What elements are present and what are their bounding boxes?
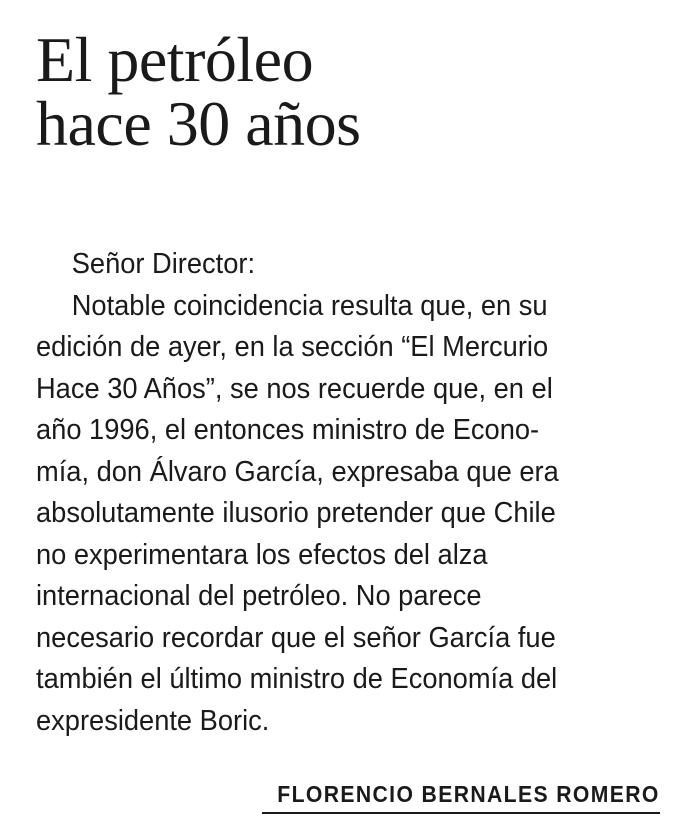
body-line: también el último ministro de Economía del bbox=[36, 663, 558, 695]
signature-underline bbox=[262, 812, 660, 814]
body-line: Hace 30 Años”, se nos recuerde que, en el bbox=[36, 372, 553, 405]
body-line: expresidente Boric. bbox=[36, 704, 270, 737]
headline-line-1: El petróleo bbox=[36, 24, 314, 95]
body-line: internacional del petróleo. No parece bbox=[36, 580, 482, 612]
headline bbox=[36, 24, 361, 159]
body-line: no experimentara los efectos del alza bbox=[36, 538, 488, 571]
salutation: Señor Director: bbox=[71, 248, 256, 280]
body-line: absolutamente ilusorio pretender que Chile bbox=[36, 497, 556, 529]
body-line: mía, don Álvaro García, expresaba que era bbox=[36, 455, 559, 488]
letter-body bbox=[36, 244, 628, 742]
body-line: necesario recordar que el señor García fue bbox=[36, 621, 556, 654]
body-line: Notable coincidencia resulta que, en su bbox=[71, 289, 548, 322]
body-line: edición de ayer, en la sección “El Mercurio bbox=[36, 331, 549, 363]
author-signature: FLORENCIO BERNALES ROMERO bbox=[277, 781, 660, 807]
headline-line-2: hace 30 años bbox=[36, 88, 361, 159]
body-line: año 1996, el entonces ministro de Econo- bbox=[36, 414, 540, 446]
